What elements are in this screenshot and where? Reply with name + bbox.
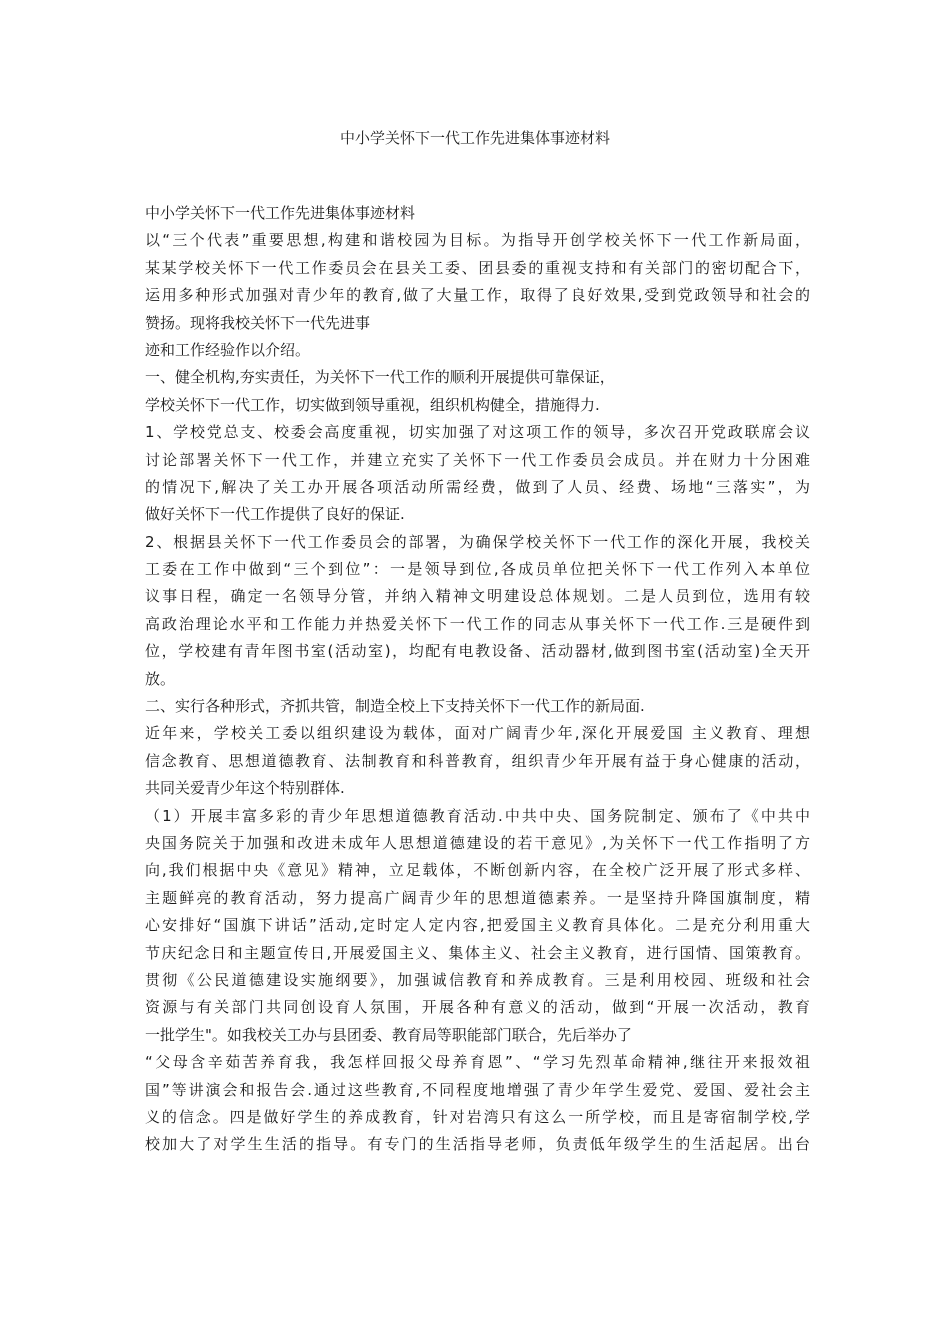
body-line: 节庆纪念日和主题宣传日,开展爱国主义、集体主义、社会主义教育，进行国情、国策教育。: [145, 943, 810, 962]
body-line: “父母含辛茹苦养育我，我怎样回报父母养育恩”、“学习先烈革命精神,继往开来报效祖: [145, 1053, 810, 1072]
body-line: 运用多种形式加强对青少年的教育,做了大量工作，取得了良好效果,受到党政领导和社会的: [145, 286, 810, 305]
body-line: 做好关怀下一代工作提供了良好的保证.: [145, 505, 405, 524]
body-line: 二、实行各种形式，齐抓共管，制造全校上下支持关怀下一代工作的新局面.: [145, 697, 645, 716]
body-line: 赞扬。现将我校关怀下一代先进事: [145, 313, 371, 332]
body-line: 以“三个代表”重要思想,构建和谐校园为目标。为指导开创学校关怀下一代工作新局面，: [145, 231, 810, 250]
body-line: 中小学关怀下一代工作先进集体事迹材料: [145, 204, 416, 222]
body-line: 贯彻《公民道德建设实施纲要》，加强诚信教育和养成教育。三是利用校园、班级和社会: [145, 970, 810, 989]
body-line: 一批学生"。如我校关工办与县团委、教育局等职能部门联合，先后举办了: [145, 1025, 632, 1044]
body-line: 某某学校关怀下一代工作委员会在县关工委、团县委的重视支持和有关部门的密切配合下，: [145, 258, 810, 277]
body-line: 义的信念。四是做好学生的养成教育，针对岩湾只有这么一所学校，而且是寄宿制学校,学: [145, 1107, 810, 1126]
body-line: 讨论部署关怀下一代工作，并建立充实了关怀下一代工作委员会成员。并在财力十分困难: [145, 450, 810, 469]
body-line: 迹和工作经验作以介绍。: [145, 340, 311, 359]
body-line: 学校关怀下一代工作，切实做到领导重视，组织机构健全，措施得力.: [145, 395, 600, 414]
document-title: 中小学关怀下一代工作先进集体事迹材料: [339, 129, 610, 147]
body-line: 工委在工作中做到“三个到位”：一是领导到位,各成员单位把关怀下一代工作列入本单位: [145, 560, 810, 579]
body-line: 向,我们根据中央《意见》精神，立足载体，不断创新内容，在全校广泛开展了形式多样、: [145, 861, 810, 880]
body-line: 主题鲜亮的教育活动，努力提高广阔青少年的思想道德素养。一是坚持升降国旗制度，精: [145, 888, 810, 907]
body-line: 一、健全机构,夯实责任，为关怀下一代工作的顺利开展提供可靠保证，: [145, 368, 615, 387]
document-body: [145, 200, 810, 1159]
body-line: 信念教育、思想道德教育、法制教育和科普教育，组织青少年开展有益于身心健康的活动，: [145, 751, 810, 770]
body-line: （1）开展丰富多彩的青少年思想道德教育活动.中共中央、国务院制定、颁布了《中共中: [145, 806, 810, 825]
body-line: 放。: [145, 669, 176, 688]
body-line: 2、根据县关怀下一代工作委员会的部署，为确保学校关怀下一代工作的深化开展，我校关: [145, 532, 810, 551]
body-line: 国”等讲演会和报告会.通过这些教育,不同程度地增强了青少年学生爱党、爱国、爱社会主: [145, 1080, 810, 1099]
body-line: 的情况下,解决了关工办开展各项活动所需经费，做到了人员、经费、场地“三落实”，为: [145, 477, 810, 496]
body-line: 心安排好“国旗下讲话”活动,定时定人定内容,把爱国主义教育具体化。二是充分利用重大: [145, 916, 810, 935]
body-line: 近年来，学校关工委以组织建设为载体，面对广阔青少年,深化开展爱国 主义教育、理想: [145, 724, 810, 743]
body-line: 位，学校建有青年图书室(活动室)，均配有电教设备、活动器材,做到图书室(活动室)全天开: [145, 642, 810, 661]
body-line: 高政治理论水平和工作能力并热爱关怀下一代工作的同志从事关怀下一代工作.三是硬件到: [145, 614, 810, 633]
body-line: 议事日程，确定一名领导分管，并纳入精神文明建设总体规划。二是人员到位，选用有较: [145, 587, 810, 606]
body-line: 1、学校党总支、校委会高度重视，切实加强了对这项工作的领导，多次召开党政联席会议: [145, 423, 810, 442]
body-line: 央国务院关于加强和改进未成年人思想道德建设的若干意见》,为关怀下一代工作指明了方: [145, 833, 810, 852]
body-line: 共同关爱青少年这个特别群体.: [145, 779, 345, 798]
body-line: 资源与有关部门共同创设育人氛围，开展各种有意义的活动，做到“开展一次活动，教育: [145, 998, 810, 1017]
body-line: 校加大了对学生生活的指导。有专门的生活指导老师，负责低年级学生的生活起居。出台: [145, 1135, 810, 1154]
